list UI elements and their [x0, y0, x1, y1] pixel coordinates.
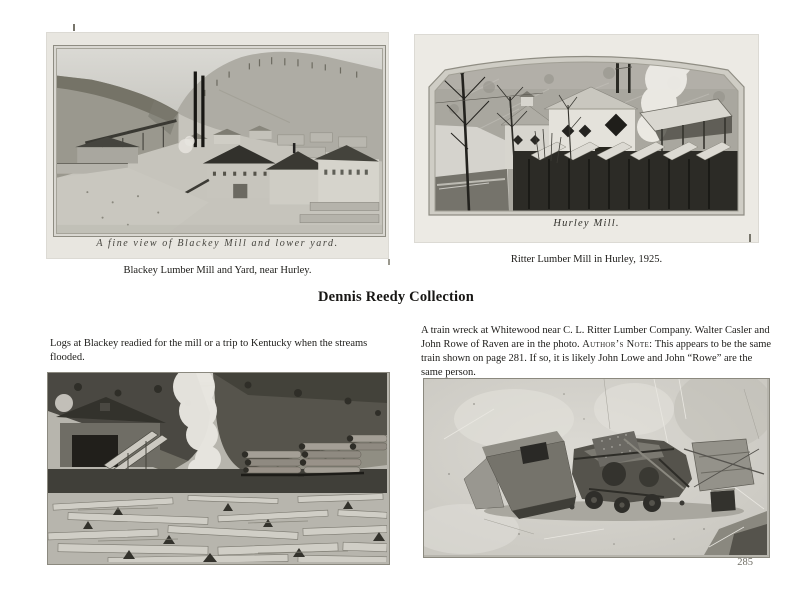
logs-photo-frame [47, 372, 390, 565]
wreck-photo-frame [423, 378, 770, 558]
scan-artifact [388, 259, 390, 265]
scan-artifact [749, 234, 751, 242]
page-number: 285 [737, 557, 753, 568]
foreground-sheds [513, 142, 738, 211]
blackey-photo-frame [53, 45, 386, 237]
blackey-mill-photo [57, 49, 382, 233]
hurley-caption: Ritter Lumber Mill in Hurley, 1925. [510, 254, 663, 265]
logs-photo [48, 373, 387, 562]
collection-heading: Dennis Reedy Collection [317, 289, 475, 305]
blackey-postcard [47, 33, 388, 258]
authors-note-label: Author’s Note: [582, 338, 653, 350]
train-wreck-photo [424, 379, 767, 555]
floating-logs [48, 493, 387, 562]
logs-caption: Logs at Blackey readied for the mill or a trip to Kentucky when the streams flooded. [50, 338, 368, 363]
hurley-postcard [415, 35, 758, 242]
blackey-inner-caption: A fine view of Blackey Mill and lower yard. [96, 238, 339, 249]
wreck-caption-part2: This appears to be the same train shown on page 281. If so, it is likely John Lowe and John “Rowe” are the same person. [421, 338, 772, 378]
scan-artifact [73, 24, 75, 31]
hurley-inner-caption: Hurley Mill. [553, 218, 620, 229]
wreck-caption [421, 324, 773, 379]
blackey-caption: Blackey Lumber Mill and Yard, near Hurley. [123, 265, 312, 276]
hurley-mill-photo [419, 39, 754, 217]
wreck-caption-part1: A train wreck at Whitewood near C. L. Ritter Lumber Company. Walter Casler and John Rowe of Raven are in the photo. [421, 325, 770, 350]
